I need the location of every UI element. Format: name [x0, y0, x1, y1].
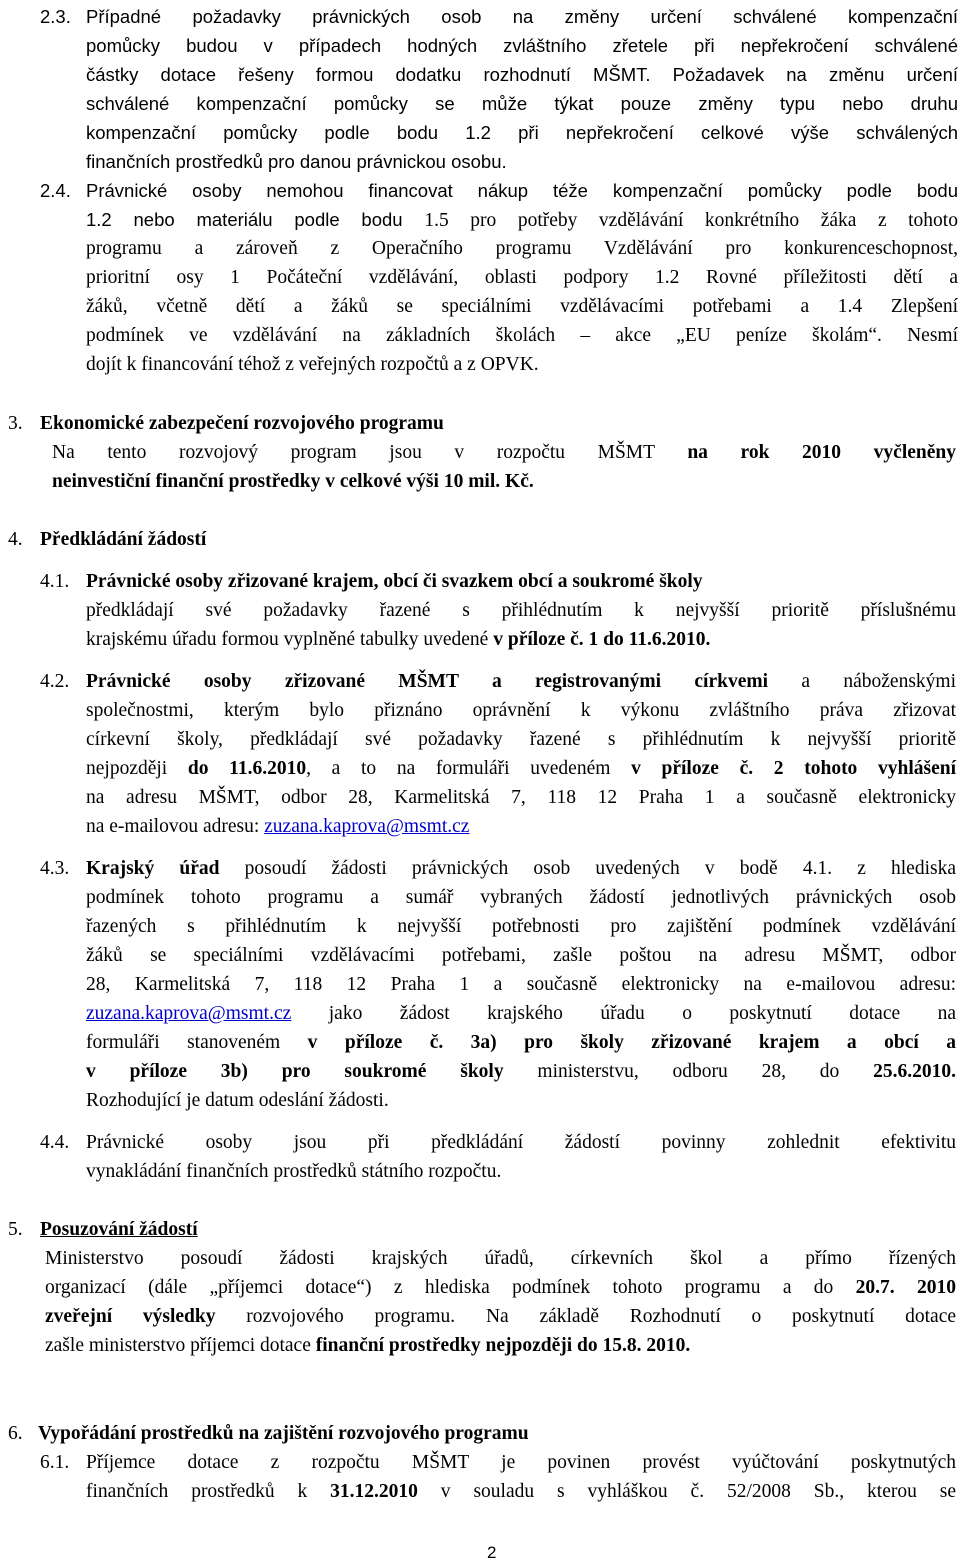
section-title: Ekonomické zabezpečení rozvojového programu [40, 413, 444, 434]
paragraph-line: na adresu MŠMT, odbor 28, Karmelitská 7, 118 12 Praha 1 a současně elektronicky [86, 787, 956, 808]
section-number: 6. [8, 1423, 23, 1444]
paragraph-line: Právnické osoby jsou při předkládání žádostí povinny zohlednit efektivitu [86, 1132, 956, 1153]
section-number: 5. [8, 1219, 23, 1240]
email-link[interactable]: zuzana.kaprova@msmt.cz [264, 816, 470, 837]
section-number: 3. [8, 413, 23, 434]
item-number: 2.3. [40, 6, 71, 27]
paragraph-line: kompenzační pomůcky podle bodu 1.2 při nepřekročení celkové výše schválených [86, 122, 958, 143]
paragraph-line: žáků, včetně dětí a žáků se speciálními vzdělávacími potřebami a 1.4 Zlepšení [86, 296, 958, 317]
paragraph-line: finančních prostředků pro danou právnickou osobu. [86, 151, 507, 172]
paragraph-line: Právnické osoby zřizované krajem, obcí či svazkem obcí a soukromé školy [86, 571, 703, 592]
paragraph-line: neinvestiční finanční prostředky v celkové výši 10 mil. Kč. [52, 471, 534, 492]
paragraph-line: podmínek tohoto programu a sumář vybraných žádostí jednotlivých právnických osob [86, 887, 956, 908]
section-title: Předkládání žádostí [40, 529, 207, 550]
paragraph-line: Právnické osoby zřizované MŠMT a registrovanými církvemi a náboženskými [86, 671, 956, 692]
paragraph-line: pomůcky budou v případech hodných zvláštního zřetele při nepřekročení schválené [86, 35, 958, 56]
paragraph-line: prioritní osy 1 Počáteční vzdělávání, oblasti podpory 1.2 Rovné příležitosti dětí a [86, 267, 958, 288]
paragraph-line: zašle ministerstvo příjemci dotace finanční prostředky nejpozději do 15.8. 2010. [45, 1335, 691, 1356]
item-number: 4.1. [40, 571, 70, 592]
paragraph-line: krajskému úřadu formou vyplněné tabulky uvedené v příloze č. 1 do 11.6.2010. [86, 629, 711, 650]
item-number: 4.2. [40, 671, 70, 692]
paragraph-line: zveřejní výsledky rozvojového programu. Na základě Rozhodnutí o poskytnutí dotace [45, 1306, 957, 1327]
section-number: 4. [8, 529, 23, 550]
paragraph-line: Příjemce dotace z rozpočtu MŠMT je povinen provést vyúčtování poskytnutých [86, 1452, 956, 1473]
paragraph-line: částky dotace řešeny formou dodatku rozhodnutí MŠMT. Požadavek na změnu určení [86, 64, 958, 85]
paragraph-line: Právnické osoby nemohou financovat nákup téže kompenzační pomůcky podle bodu [86, 180, 958, 201]
paragraph-line: nejpozději do 11.6.2010, a to na formuláři uvedeném v příloze č. 2 tohoto vyhlášení [86, 758, 957, 779]
section-title: Vypořádání prostředků na zajištění rozvojového programu [38, 1423, 529, 1444]
paragraph-line: na e-mailovou adresu: zuzana.kaprova@msmt.cz [86, 816, 470, 837]
paragraph-line: Na tento rozvojový program jsou v rozpočtu MŠMT na rok 2010 vyčleněny [52, 442, 956, 463]
paragraph-line: předkládají své požadavky řazené s přihlédnutím k nejvyšší prioritě příslušnému [86, 600, 956, 621]
paragraph-line: Ministerstvo posoudí žádosti krajských úřadů, církevních škol a přímo řízených [45, 1248, 956, 1269]
paragraph-line: finančních prostředků k 31.12.2010 v souladu s vyhláškou č. 52/2008 Sb., kterou se [86, 1481, 956, 1502]
item-number: 4.4. [40, 1132, 70, 1153]
item-number: 4.3. [40, 858, 70, 879]
paragraph-line: vynakládání finančních prostředků státního rozpočtu. [86, 1161, 502, 1182]
paragraph-line: Případné požadavky právnických osob na změny určení schválené kompenzační [86, 6, 958, 27]
item-number: 2.4. [40, 180, 71, 201]
paragraph-line: 28, Karmelitská 7, 118 12 Praha 1 a současně elektronicky na e-mailovou adresu: [86, 974, 956, 995]
paragraph-line: organizací (dále „příjemci dotace“) z hlediska podmínek tohoto programu a do 20.7. 2010 [45, 1277, 956, 1298]
paragraph-line: podmínek ve vzdělávání na základních školách – akce „EU peníze školám“. Nesmí [86, 325, 958, 346]
paragraph-line: Rozhodující je datum odeslání žádosti. [86, 1090, 389, 1111]
paragraph-line: schválené kompenzační pomůcky se může týkat pouze změny typu nebo druhu [86, 93, 958, 114]
paragraph-line: církevní školy, předkládají své požadavky řazené s přihlédnutím k nejvyšší prioritě [86, 729, 956, 750]
section-title: Posuzování žádostí [40, 1219, 198, 1240]
paragraph-line: zuzana.kaprova@msmt.cz jako žádost krajského úřadu o poskytnutí dotace na [86, 1003, 956, 1024]
paragraph-line: řazených s přihlédnutím k nejvyšší potřebnosti pro zajištění podmínek vzdělávání [86, 916, 956, 937]
paragraph-line: programu a zároveň z Operačního programu Vzdělávání pro konkurenceschopnost, [86, 238, 958, 259]
email-link[interactable]: zuzana.kaprova@msmt.cz [86, 1003, 292, 1024]
paragraph-line: žáků se speciálními vzdělávacími potřebami, zašle poštou na adresu MŠMT, odbor [86, 945, 956, 966]
item-number: 6.1. [40, 1452, 70, 1473]
paragraph-line: v příloze 3b) pro soukromé školy ministerstvu, odboru 28, do 25.6.2010. [86, 1061, 956, 1082]
page-number: 2 [487, 1543, 497, 1562]
paragraph-line: společnostmi, kterým bylo přiznáno oprávnění k výkonu zvláštního práva zřizovat [86, 700, 956, 721]
paragraph-line: formuláři stanoveném v příloze č. 3a) pro školy zřizované krajem a obcí a [86, 1032, 956, 1053]
paragraph-line: 1.2 nebo materiálu podle bodu 1.5 pro potřeby vzdělávání konkrétního žáka z tohoto [86, 209, 958, 231]
paragraph-line: dojít k financování téhož z veřejných rozpočtů a z OPVK. [86, 354, 539, 375]
paragraph-line: Krajský úřad posoudí žádosti právnických osob uvedených v bodě 4.1. z hlediska [86, 858, 956, 879]
